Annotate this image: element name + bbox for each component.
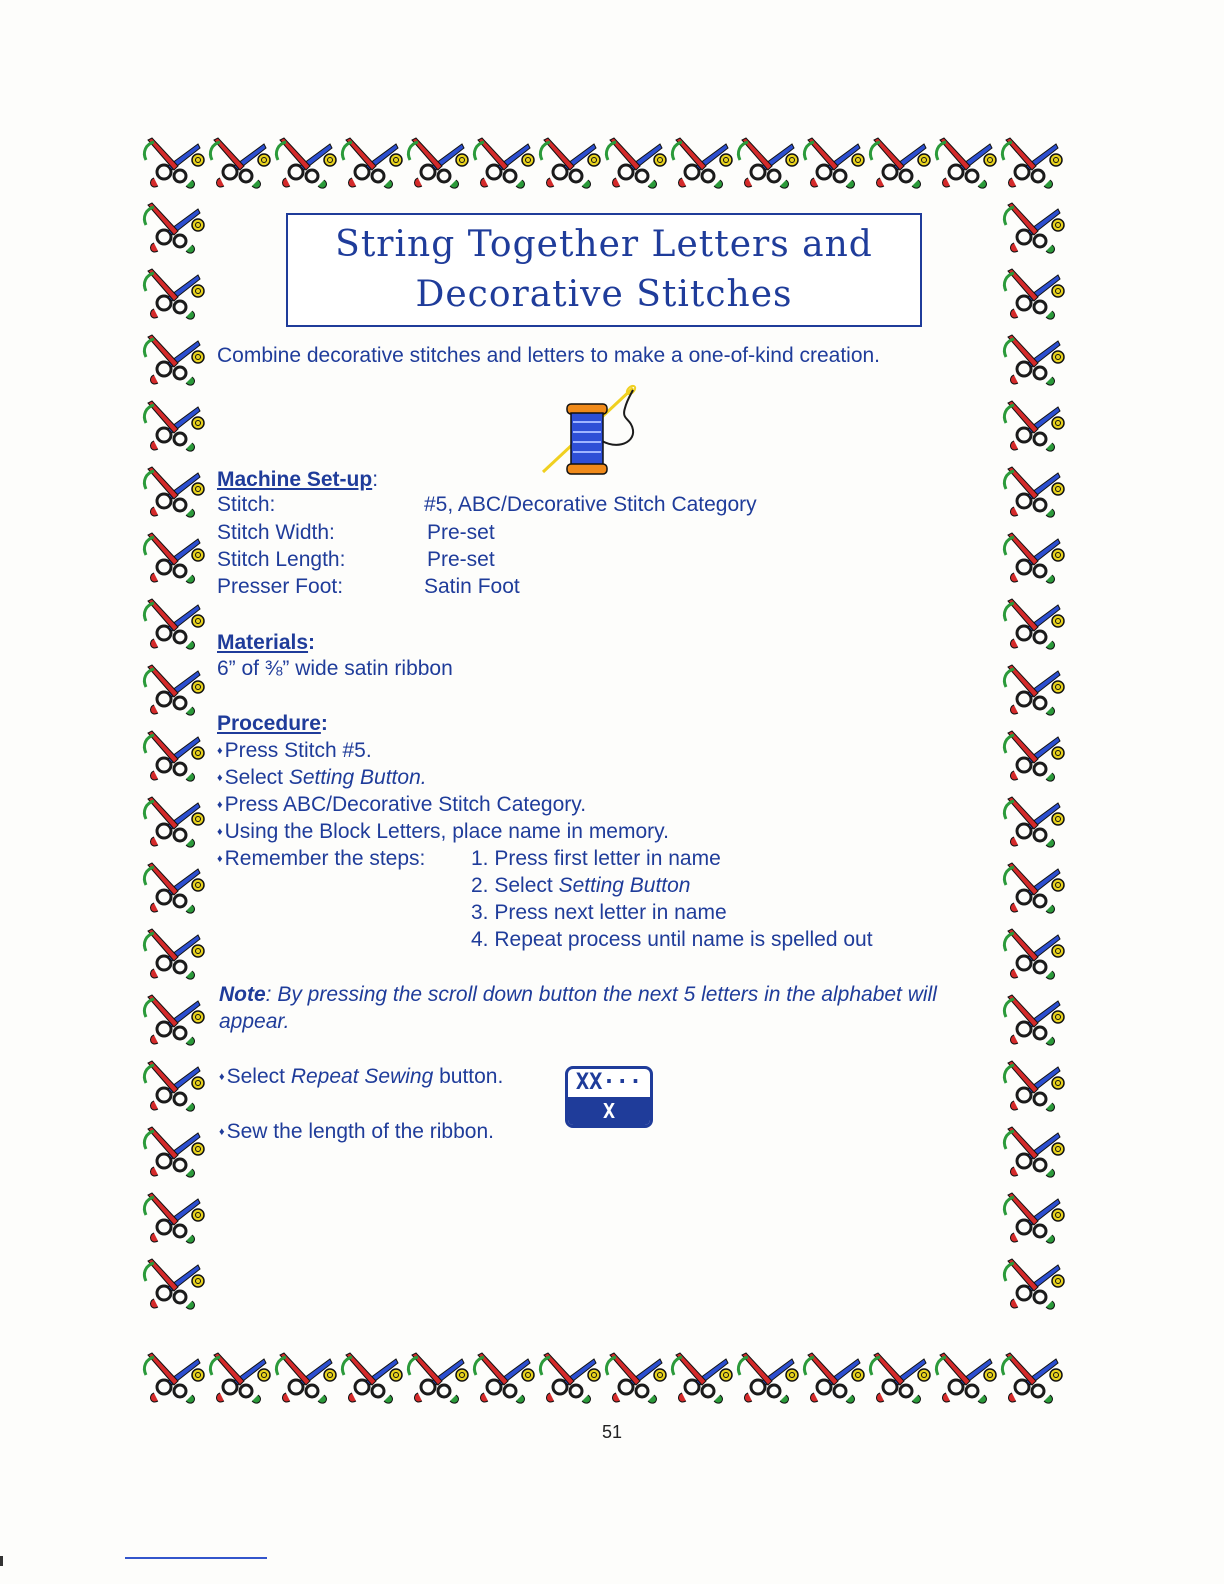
scissors-border-icon: [1000, 855, 1066, 921]
border-bottom: [140, 1345, 1064, 1415]
scissors-border-icon: [140, 855, 206, 921]
scissors-border-icon: [800, 130, 866, 196]
scissors-border-icon: [1000, 591, 1066, 657]
scissors-border-icon: [1000, 789, 1066, 855]
scissors-border-icon: [1000, 459, 1066, 525]
scissors-border-icon: [800, 1345, 866, 1411]
setup-label-stitch: Stitch:: [217, 493, 276, 516]
scissors-border-icon: [140, 1053, 206, 1119]
scissors-border-icon: [140, 525, 206, 591]
scissors-border-icon: [734, 1345, 800, 1411]
border-right: [1000, 195, 1070, 1317]
scissors-border-icon: [866, 1345, 932, 1411]
repeat-icon-top: XX···: [575, 1070, 643, 1095]
scissors-border-icon: [140, 921, 206, 987]
scissors-border-icon: [140, 1119, 206, 1185]
scissors-border-icon: [140, 1185, 206, 1251]
scissors-border-icon: [140, 987, 206, 1053]
scissors-border-icon: [998, 1345, 1064, 1411]
scissors-border-icon: [1000, 261, 1066, 327]
setup-label-width: Stitch Width:: [217, 521, 335, 544]
scissors-border-icon: [1000, 525, 1066, 591]
scissors-border-icon: [140, 130, 206, 196]
note-text: Note: By pressing the scroll down button the next 5 letters in the alphabet will appear.: [219, 983, 937, 1033]
substep-2: 2. Select Setting Button: [471, 874, 691, 897]
scissors-border-icon: [668, 1345, 734, 1411]
procedure-step-5: ♦ Remember the steps:: [217, 845, 425, 873]
setup-value-stitch: #5, ABC/Decorative Stitch Category: [424, 493, 757, 516]
scissors-border-icon: [1000, 195, 1066, 261]
scissors-border-icon: [1000, 327, 1066, 393]
edge-tick: [0, 1556, 3, 1566]
sew-ribbon-step: ♦ Sew the length of the ribbon.: [219, 1118, 494, 1146]
scissors-border-icon: [470, 130, 536, 196]
scissors-border-icon: [140, 261, 206, 327]
repeat-icon-bottom: X: [568, 1097, 650, 1125]
setup-value-length: Pre-set: [427, 548, 495, 571]
scissors-border-icon: [140, 459, 206, 525]
intro-text: Combine decorative stitches and letters to make a one-of-kind creation.: [217, 344, 881, 367]
procedure-step-1: ♦ Press Stitch #5.: [217, 737, 372, 765]
scissors-border-icon: [470, 1345, 536, 1411]
setup-label-length: Stitch Length:: [217, 548, 346, 571]
scissors-border-icon: [140, 657, 206, 723]
scissors-border-icon: [140, 789, 206, 855]
procedure-heading: Procedure:: [217, 712, 328, 735]
scissors-border-icon: [1000, 1251, 1066, 1317]
scissors-border-icon: [866, 130, 932, 196]
title-line-1: String Together Letters and: [335, 224, 873, 265]
scissors-border-icon: [602, 130, 668, 196]
scissors-border-icon: [404, 1345, 470, 1411]
border-left: [140, 195, 210, 1317]
title-line-2: Decorative Stitches: [415, 274, 793, 315]
scissors-border-icon: [338, 1345, 404, 1411]
scissors-border-icon: [206, 1345, 272, 1411]
scissors-border-icon: [338, 130, 404, 196]
title-box: [286, 213, 922, 327]
scissors-border-icon: [602, 1345, 668, 1411]
procedure-step-3: ♦ Press ABC/Decorative Stitch Category.: [217, 791, 586, 819]
materials-item: 6” of ⅜” wide satin ribbon: [217, 657, 453, 680]
procedure-step-2: ♦ Select Setting Button.: [217, 764, 427, 792]
setup-value-foot: Satin Foot: [424, 575, 520, 598]
repeat-sewing-button-icon: [565, 1066, 653, 1128]
scissors-border-icon: [998, 130, 1064, 196]
scissors-border-icon: [404, 130, 470, 196]
scissors-border-icon: [668, 130, 734, 196]
scissors-border-icon: [1000, 1053, 1066, 1119]
procedure-step-4: ♦ Using the Block Letters, place name in memory.: [217, 818, 669, 846]
substep-4: 4. Repeat process until name is spelled out: [471, 928, 873, 951]
thread-spool-icon: [535, 380, 660, 480]
scissors-border-icon: [1000, 1185, 1066, 1251]
setup-value-width: Pre-set: [427, 521, 495, 544]
scissors-border-icon: [140, 1345, 206, 1411]
scissors-border-icon: [734, 130, 800, 196]
scissors-border-icon: [140, 195, 206, 261]
scissors-border-icon: [272, 1345, 338, 1411]
scissors-border-icon: [1000, 1119, 1066, 1185]
scissors-border-icon: [932, 1345, 998, 1411]
scissors-border-icon: [1000, 921, 1066, 987]
setup-label-foot: Presser Foot:: [217, 575, 344, 598]
scissors-border-icon: [140, 327, 206, 393]
scissors-border-icon: [1000, 987, 1066, 1053]
scissors-border-icon: [140, 393, 206, 459]
scissors-border-icon: [536, 1345, 602, 1411]
scissors-border-icon: [140, 723, 206, 789]
scissors-border-icon: [140, 1251, 206, 1317]
scissors-border-icon: [272, 130, 338, 196]
page-number: 51: [601, 1422, 623, 1442]
substep-3: 3. Press next letter in name: [471, 901, 727, 924]
materials-heading: Materials:: [217, 631, 316, 654]
underline-mark: [125, 1557, 267, 1559]
scissors-border-icon: [1000, 723, 1066, 789]
scissors-border-icon: [206, 130, 272, 196]
scissors-border-icon: [536, 130, 602, 196]
machine-setup-heading: Machine Set-up:: [217, 468, 379, 491]
scissors-border-icon: [1000, 393, 1066, 459]
scissors-border-icon: [932, 130, 998, 196]
scissors-border-icon: [140, 591, 206, 657]
substep-1: 1. Press first letter in name: [471, 847, 721, 870]
scissors-border-icon: [1000, 657, 1066, 723]
border-top: [140, 130, 1064, 200]
repeat-sewing-step: ♦ Select Repeat Sewing button.: [219, 1063, 503, 1091]
